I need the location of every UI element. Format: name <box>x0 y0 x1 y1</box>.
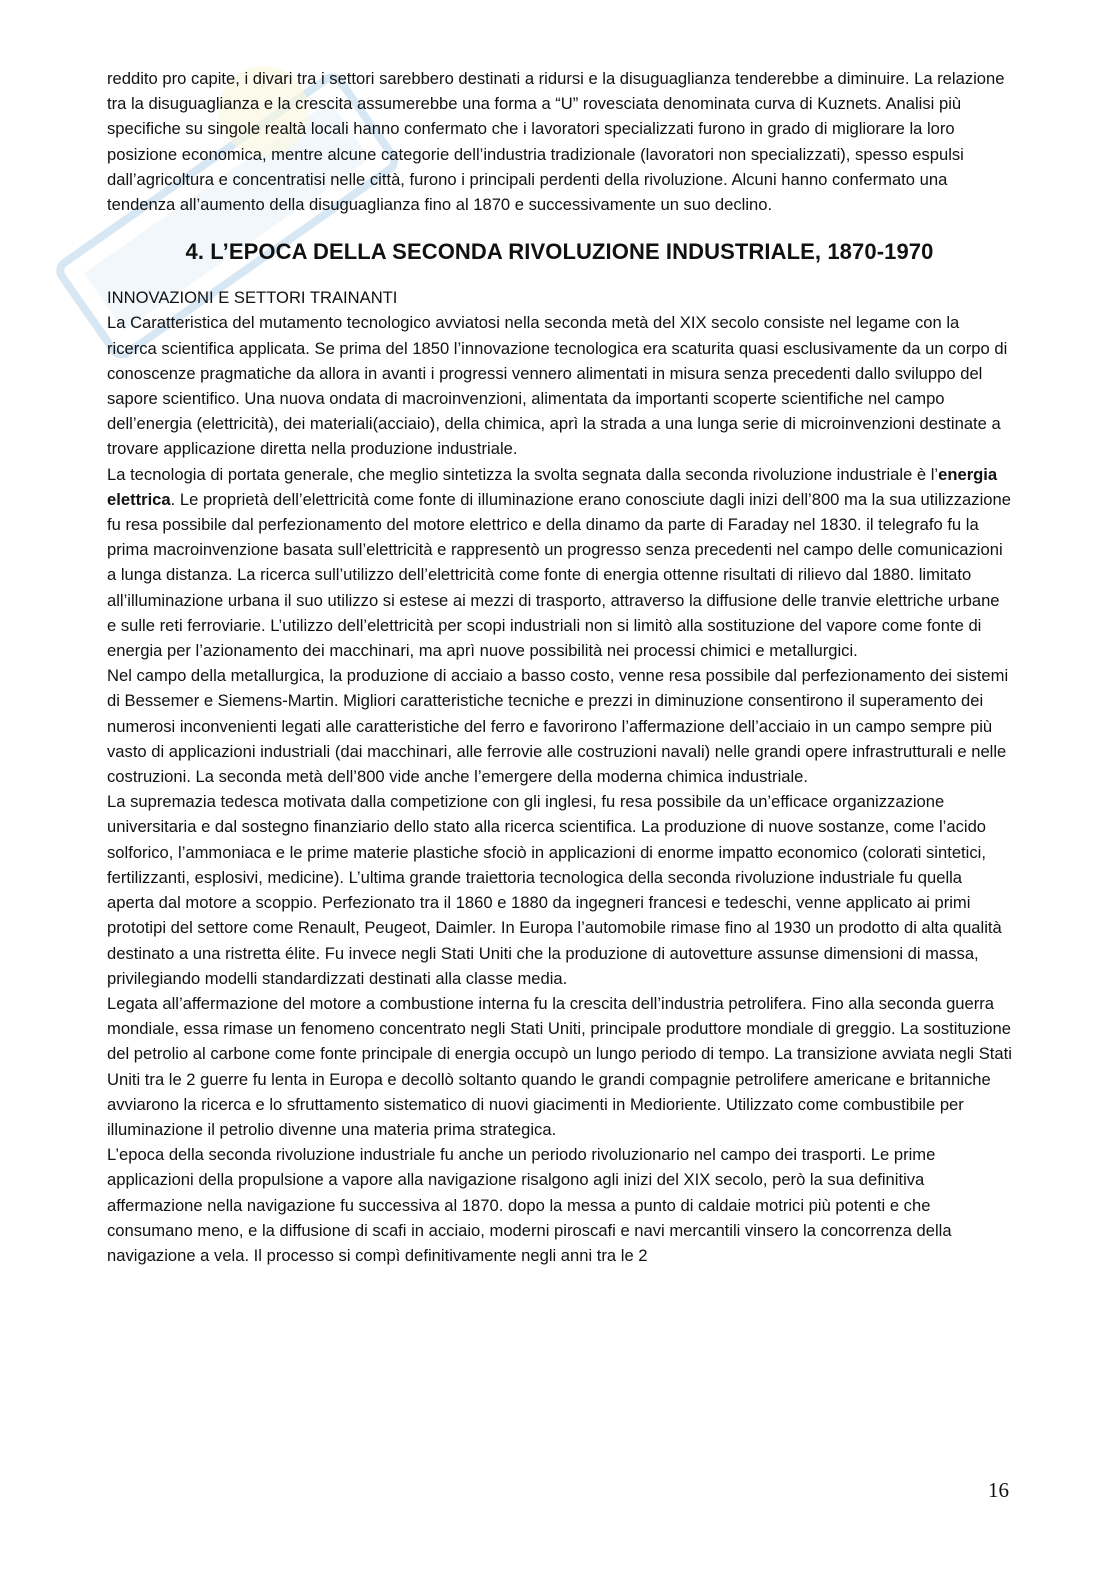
paragraph-2-text-before: La tecnologia di portata generale, che meglio sintetizza la svolta segnata dalla seconda rivoluzione industriale è l’ <box>107 464 939 484</box>
paragraph-6: L’epoca della seconda rivoluzione industriale fu anche un periodo rivoluzionario nel campo dei trasporti. Le prime applicazioni della propulsione a vapore alla navigazione risalgono agli inizi del XIX secolo, però la sua definitiva affermazione nella navigazione fu successiva al 1870. dopo la messa a punto di caldaie motrici più potenti e che consumano meno, e la diffusione di scafi in acciaio, moderni piroscafi e navi mercantili vinsero la concorrenza della navigazione a vela. Il processo si compì definitivamente negli anni tra le 2 <box>107 1145 952 1265</box>
paragraph-5: Legata all’affermazione del motore a combustione interna fu la crescita dell’industria petrolifera. Fino alla seconda guerra mondiale, essa rimase un fenomeno concentrato negli Stati Uniti, principale produttore mondiale di greggio. La sostituzione del petrolio al carbone come fonte principale di energia occupò un lungo periodo di tempo. La transizione avviata negli Stati Uniti tra le 2 guerre fu lenta in Europa e decollò soltanto quando le grandi compagnie petrolifere americane e britanniche avviarono la ricerca e lo sfruttamento sistematico di nuovi giacimenti in Medioriente. Utilizzato come combustibile per illuminazione il petrolio divenne una materia prima strategica. <box>107 993 1012 1139</box>
page-number: 16 <box>988 1478 1009 1502</box>
paragraph-2 <box>107 462 1012 664</box>
paragraph-2-bold-term: energia elettrica <box>107 464 998 509</box>
paragraph-2-text-after: . Le proprietà dell’elettricità come fonte di illuminazione erano conosciute dagli inizi dell’800 ma la sua utilizzazione fu resa possibile dal perfezionamento del motore elettrico e della dinamo da parte di Faraday nel 1830. il telegrafo fu la prima macroinvenzione basata sull’elettricità e rappresentò un progresso senza precedenti nel campo delle comunicazioni a lunga distanza. La ricerca sull’utilizzo dell’elettricità come fonte di energia ottenne risultati di rilievo dal 1880. limitato all’illuminazione urbana il suo utilizzo si estese ai mezzi di trasporto, attraverso la diffusione delle tranvie elettriche urbane e sulle reti ferroviarie. L’utilizzo dell’elettricità per scopi industriali non si limitò alla sostituzione del vapore come fonte di energia per l’azionamento dei macchinari, ma aprì nuove possibilità nei processi chimici e metallurgici. <box>107 489 1011 661</box>
paragraph-1: La Caratteristica del mutamento tecnologico avviatosi nella seconda metà del XIX secolo consiste nel legame con la ricerca scientifica applicata. Se prima del 1850 l’innovazione tecnologica era scaturita quasi esclusivamente da un corpo di conoscenze pragmatiche da allora in avanti i progressi vennero alimentati in misura senza precedenti dallo sviluppo del sapore scientifico. Una nuova ondata di macroinvenzioni, alimentata da importanti scoperte scientifiche nel campo dell’energia (elettricità), dei materiali(acciaio), della chimica, aprì la strada a una lunga serie di microinvenzioni destinate a trovare applicazione diretta nella produzione industriale. <box>107 313 1008 459</box>
intro-paragraph: reddito pro capite, i divari tra i settori sarebbero destinati a ridursi e la disuguaglianza tenderebbe a diminuire. La relazione tra la disuguaglianza e la crescita assumerebbe una forma a “U” rovesciata denominata curva di Kuznets. Analisi più specifiche su singole realtà locali hanno confermato che i lavoratori specializzati furono in grado di migliorare la loro posizione economica, mentre alcune categorie dell’industria tradizionale (lavoratori non specializzati), spesso espulsi dall’agricoltura e concentratisi nelle città, furono i principali perdenti della rivoluzione. Alcuni hanno confermato una tendenza all’aumento della disuguaglianza fino al 1870 e successivamente un suo declino. <box>107 69 1005 215</box>
paragraph-4: La supremazia tedesca motivata dalla competizione con gli inglesi, fu resa possibile da un’efficace organizzazione universitaria e dal sostegno finanziario dello stato alla ricerca scientifica. La produzione di nuove sostanze, come l’acido solforico, l’ammoniaca e le prime materie plastiche sfociò in applicazioni di enorme impatto economico (colorati sintetici, fertilizzanti, esplosivi, medicine). L’ultima grande traiettoria tecnologica della seconda rivoluzione industriale fu quella aperta dal motore a scoppio. Perfezionato tra il 1860 e 1880 da ingegneri francesi e tedeschi, venne applicato ai primi prototipi del settore come Renault, Peugeot, Daimler. In Europa l’automobile rimase fino al 1930 un prodotto di alta qualità destinato a una ristretta élite. Fu invece negli Stati Uniti che la produzione di autovetture assunse dimensioni di massa, privilegiando modelli standardizzati destinati alla classe media. <box>107 792 1002 988</box>
subsection-title: INNOVAZIONI E SETTORI TRAINANTI <box>107 288 398 308</box>
section-title: 4. L’EPOCA DELLA SECONDA RIVOLUZIONE INDUSTRIALE, 1870-1970 <box>185 239 934 265</box>
document-page <box>107 66 1012 1268</box>
paragraph-3: Nel campo della metallurgica, la produzione di acciaio a basso costo, venne resa possibile dal perfezionamento dei sistemi di Bessemer e Siemens-Martin. Migliori caratteristiche tecniche e prezzi in diminuzione consentirono il superamento dei numerosi inconvenienti legati alle caratteristiche del ferro e favorirono l’affermazione dell’acciaio in un campo sempre più vasto di applicazioni industriali (dai macchinari, alle ferrovie alle costruzioni navali) nelle grandi opere infrastrutturali e nelle costruzioni. La seconda metà dell’800 vide anche l’emergere della moderna chimica industriale. <box>107 666 1009 787</box>
